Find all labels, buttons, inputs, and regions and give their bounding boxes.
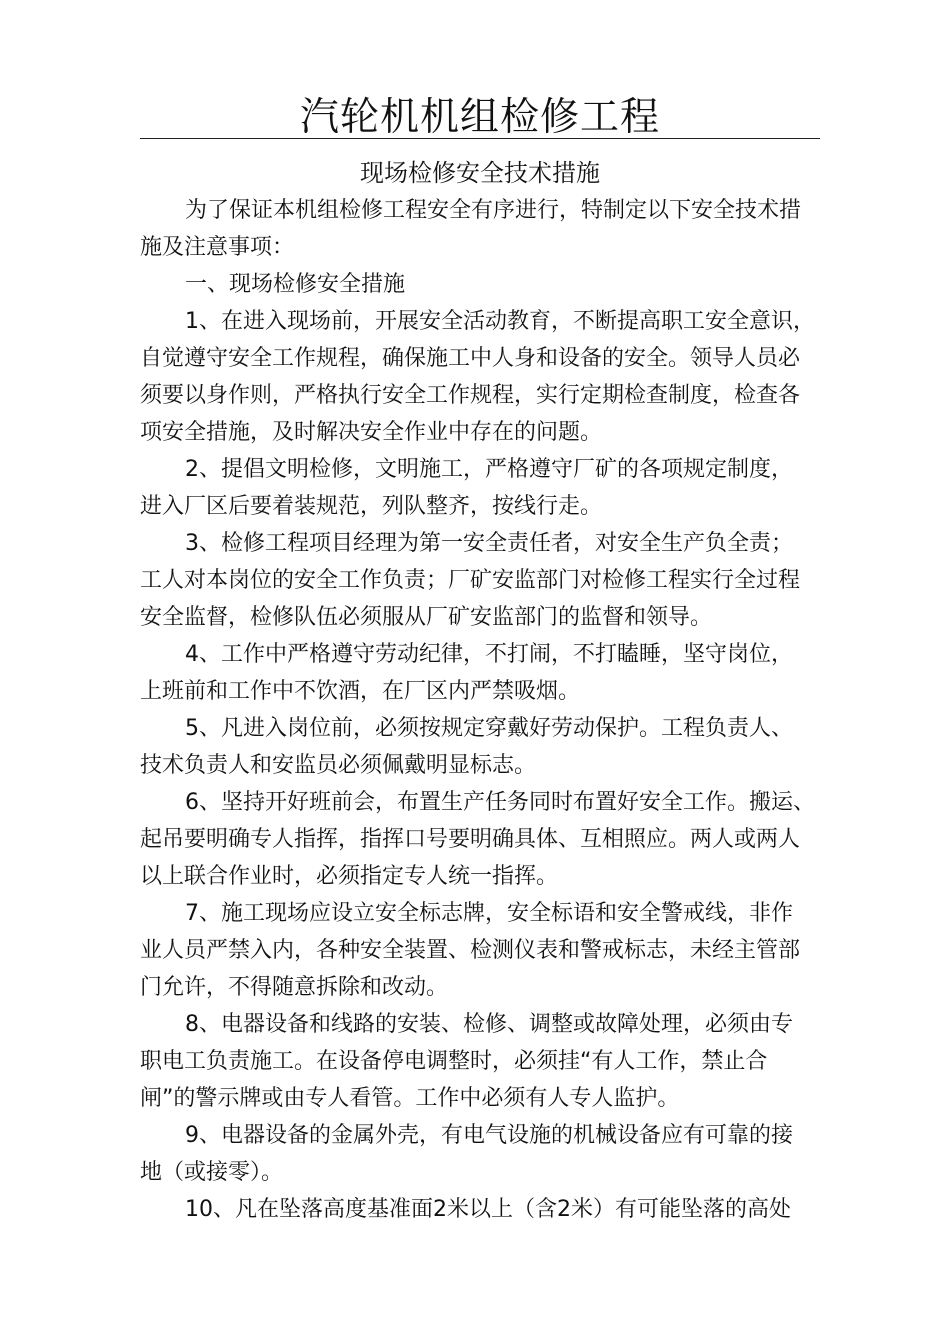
item-1-line-2: 自觉遵守安全工作规程，确保施工中人身和设备的安全。领导人员必 [140, 346, 801, 371]
item-6-line-2: 起吊要明确专人指挥，指挥口号要明确具体、互相照应。两人或两人 [140, 827, 801, 852]
item-4-line-2: 上班前和工作中不饮酒，在厂区内严禁吸烟。 [140, 679, 581, 704]
item-4-line-1: 4、工作中严格遵守劳动纪律，不打闹，不打瞌睡，坚守岗位， [185, 642, 793, 667]
intro-line-1: 为了保证本机组检修工程安全有序进行，特制定以下安全技术措 [185, 198, 802, 223]
item-8-line-3: 闸”的警示牌或由专人看管。工作中必须有人专人监护。 [140, 1086, 680, 1111]
document-subtitle: 现场检修安全技术措施 [360, 159, 600, 187]
item-3-line-1: 3、检修工程项目经理为第一安全责任者，对安全生产负全责； [185, 531, 793, 556]
item-1-line-3: 须要以身作则，严格执行安全工作规程，实行定期检查制度，检查各 [140, 383, 801, 408]
item-7-line-3: 门允许，不得随意拆除和改动。 [140, 975, 449, 1000]
item-9-line-1: 9、电器设备的金属外壳，有电气设施的机械设备应有可靠的接 [185, 1123, 793, 1148]
item-3-line-2: 工人对本岗位的安全工作负责；厂矿安监部门对检修工程实行全过程 [140, 568, 801, 593]
item-2-line-2: 进入厂区后要着装规范，列队整齐，按线行走。 [140, 494, 603, 519]
item-5-line-1: 5、凡进入岗位前，必须按规定穿戴好劳动保护。工程负责人、 [185, 716, 793, 741]
title-underline [140, 138, 820, 139]
item-6-line-3: 以上联合作业时，必须指定专人统一指挥。 [140, 864, 559, 889]
document-title: 汽轮机机组检修工程 [299, 95, 660, 140]
item-8-line-2: 职电工负责施工。在设备停电调整时，必须挂“有人工作，禁止合 [140, 1049, 768, 1074]
item-9-line-2: 地（或接零）。 [140, 1160, 284, 1185]
intro-line-2: 施及注意事项： [140, 235, 295, 260]
item-7-line-1: 7、施工现场应设立安全标志牌，安全标语和安全警戒线，非作 [185, 901, 793, 926]
item-2-line-1: 2、提倡文明检修，文明施工，严格遵守厂矿的各项规定制度， [185, 457, 793, 482]
item-7-line-2: 业人员严禁入内，各种安全装置、检测仪表和警戒标志，未经主管部 [140, 938, 801, 963]
section-heading: 一、现场检修安全措施 [185, 272, 406, 297]
item-10-line-1: 10、凡在坠落高度基准面2米以上（含2米）有可能坠落的高处 [185, 1197, 791, 1222]
item-6-line-1: 6、坚持开好班前会，布置生产任务同时布置好安全工作。搬运、 [185, 790, 815, 815]
item-8-line-1: 8、电器设备和线路的安装、检修、调整或故障处理，必须由专 [185, 1012, 793, 1037]
item-1-line-1: 1、在进入现场前，开展安全活动教育，不断提高职工安全意识， [185, 309, 815, 334]
item-5-line-2: 技术负责人和安监员必须佩戴明显标志。 [140, 753, 537, 778]
item-1-line-4: 项安全措施，及时解决安全作业中存在的问题。 [140, 420, 603, 445]
item-3-line-3: 安全监督，检修队伍必须服从厂矿安监部门的监督和领导。 [140, 605, 713, 630]
